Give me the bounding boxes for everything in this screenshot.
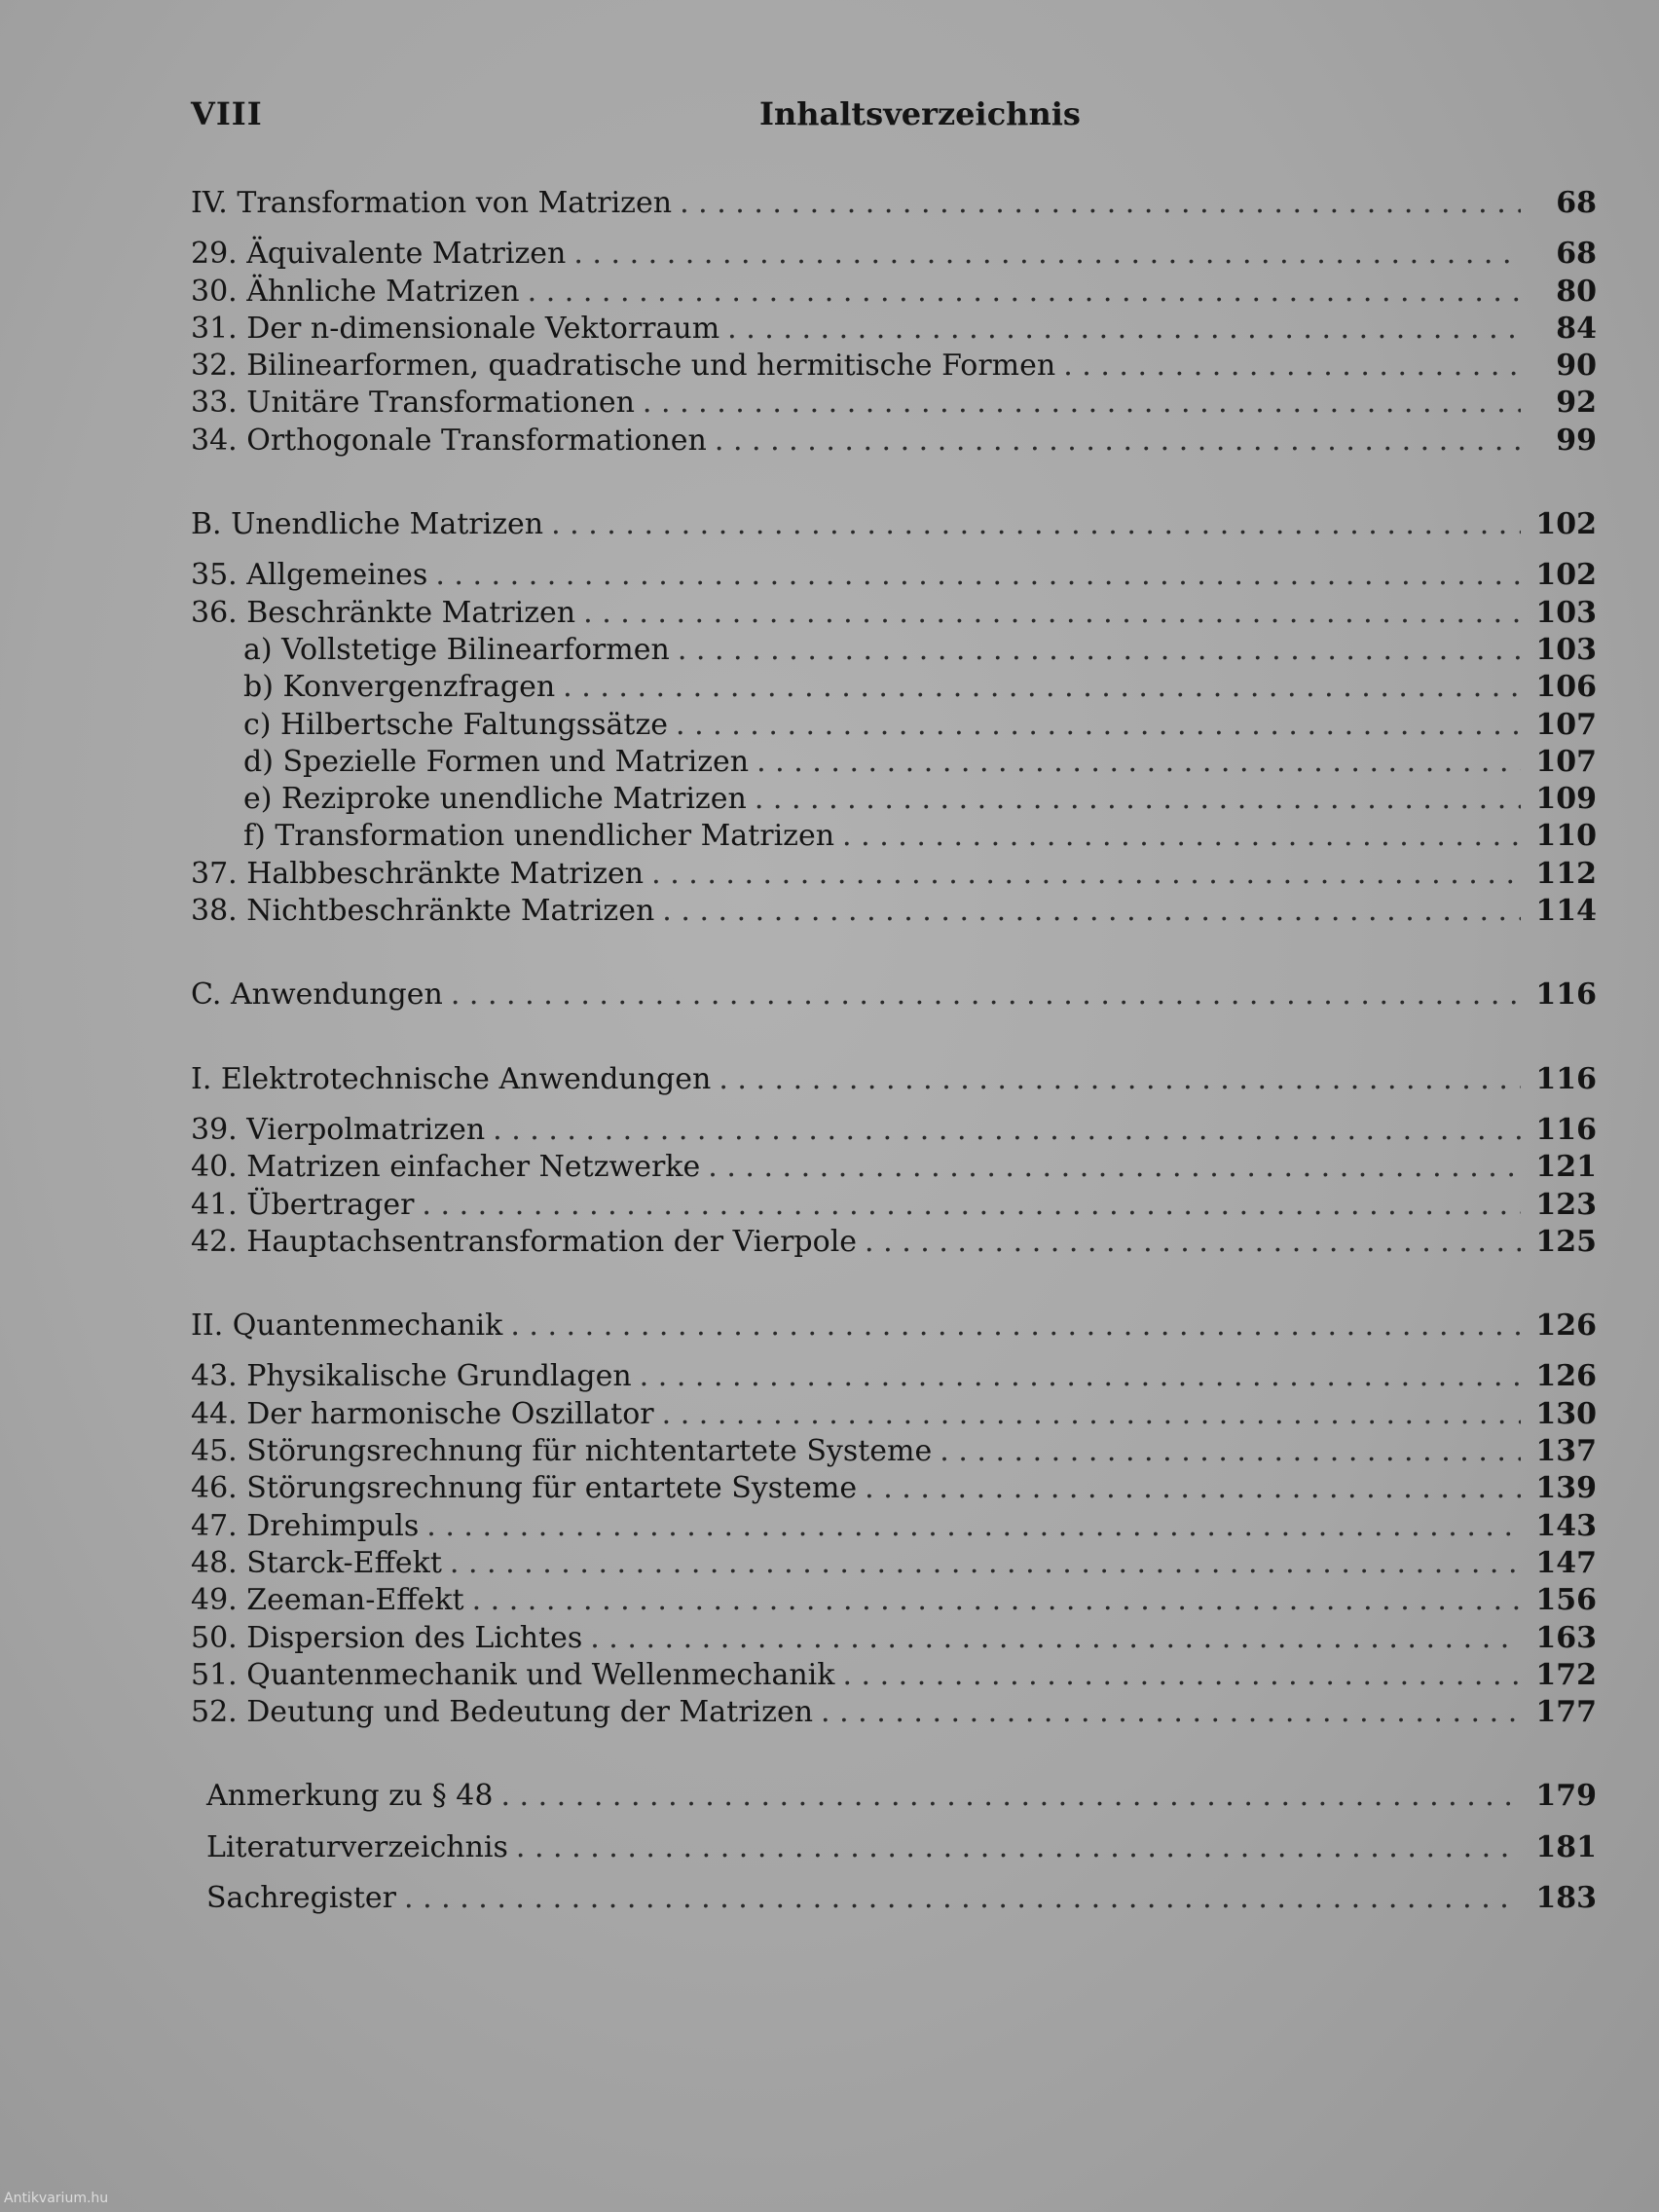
toc-page-number: 147 [1535,1545,1597,1580]
dot-leader [727,311,1521,348]
toc-entry-label: 50. Dispersion des Lichtes [191,1620,583,1655]
dot-leader [662,893,1521,930]
toc-entry-label: b) Konvergenzfragen [243,670,556,705]
toc-entry-label: IV. Transformation von Matrizen [191,186,673,220]
toc-entry-label: 43. Physikalische Grundlagen [191,1359,632,1394]
spacer [191,222,1597,236]
toc-entry-label: 51. Quantenmechanik und Wellenmechanik [191,1657,835,1692]
toc-page-number: 84 [1556,311,1597,346]
running-title: Inhaltsverzeichnis [759,95,1081,132]
dot-leader [404,1880,1521,1917]
toc-page-number: 156 [1535,1583,1597,1618]
watermark: Antikvarium.hu [4,2191,109,2206]
toc-entry[interactable] [191,1224,1597,1261]
toc-entry[interactable] [191,1694,1597,1731]
table-of-contents [191,185,1597,1917]
toc-appendix-entry[interactable] [191,1829,1597,1866]
dot-leader [493,1112,1521,1149]
dot-leader [676,707,1521,744]
toc-page-number: 102 [1535,558,1597,593]
toc-entry[interactable] [191,893,1597,930]
toc-entry-label: 32. Bilinearformen, quadratische und hermitische Formen [191,349,1056,384]
toc-page-number: 181 [1535,1829,1597,1864]
toc-entry[interactable] [191,1545,1597,1582]
spacer [191,1345,1597,1358]
dot-leader [563,669,1521,706]
toc-page-number: 80 [1556,274,1597,309]
toc-entry-label: 38. Nichtbeschränkte Matrizen [191,894,655,929]
dot-leader [472,1582,1521,1619]
toc-page-number: 143 [1535,1508,1597,1543]
spacer [191,543,1597,557]
spacer [191,1816,1597,1829]
dot-leader [573,236,1521,273]
dot-leader [821,1694,1521,1731]
dot-leader [715,423,1521,460]
toc-page-number: 130 [1535,1396,1597,1431]
toc-page-number: 102 [1535,507,1597,542]
toc-page-number: 92 [1556,386,1597,421]
dot-leader [426,1508,1521,1545]
toc-subentry[interactable] [191,781,1597,818]
spacer [191,1731,1597,1778]
spacer [191,1261,1597,1308]
toc-section-heading[interactable] [191,506,1597,543]
toc-subentry[interactable] [191,707,1597,744]
dot-leader [510,1308,1521,1345]
toc-page-number: 116 [1535,1112,1597,1147]
dot-leader [680,185,1521,222]
toc-entry[interactable] [191,236,1597,273]
toc-entry[interactable] [191,595,1597,632]
toc-page-number: 139 [1535,1471,1597,1506]
toc-entry-label: 52. Deutung und Bedeutung der Matrizen [191,1695,814,1730]
dot-leader [528,274,1521,311]
toc-section-heading[interactable] [191,977,1597,1014]
spacer [191,1098,1597,1112]
toc-entry[interactable] [191,1396,1597,1433]
page-number: VIII [191,95,263,132]
toc-entry-label: 30. Ähnliche Matrizen [191,274,520,309]
toc-entry-label: 45. Störungsrechnung für nichtentartete Systeme [191,1434,933,1469]
toc-entry-label: I. Elektrotechnische Anwendungen [191,1061,712,1096]
toc-entry[interactable] [191,1620,1597,1657]
toc-entry[interactable] [191,856,1597,893]
dot-leader [678,632,1521,669]
toc-entry[interactable] [191,557,1597,594]
toc-page-number: 177 [1535,1695,1597,1730]
toc-page-number: 109 [1535,782,1597,817]
dot-leader [865,1224,1521,1261]
toc-entry-label: 34. Orthogonale Transformationen [191,423,707,458]
toc-entry-label: 49. Zeeman-Effekt [191,1583,464,1618]
toc-entry-label: 31. Der n-dimensionale Vektorraum [191,311,720,346]
toc-page-number: 99 [1556,423,1597,458]
spacer [191,460,1597,506]
toc-entry[interactable] [191,385,1597,422]
dot-leader [755,781,1521,818]
toc-entry-label: 29. Äquivalente Matrizen [191,237,567,272]
toc-appendix-entry[interactable] [191,1880,1597,1917]
toc-page-number: 179 [1535,1779,1597,1814]
dot-leader [719,1061,1521,1098]
dot-leader [643,385,1521,422]
toc-subentry[interactable] [191,632,1597,669]
toc-page-number: 121 [1535,1150,1597,1185]
toc-section-heading[interactable] [191,1308,1597,1345]
toc-entry-label: Literaturverzeichnis [206,1829,508,1864]
toc-entry-label: 35. Allgemeines [191,558,428,593]
toc-entry-label: 37. Halbbeschränkte Matrizen [191,856,645,891]
toc-page-number: 116 [1535,1061,1597,1096]
toc-page-number: 126 [1535,1309,1597,1344]
dot-leader [662,1396,1521,1433]
dot-leader [865,1470,1521,1507]
spacer [191,930,1597,977]
toc-entry[interactable] [191,1112,1597,1149]
toc-entry-label: 46. Störungsrechnung für entartete Systeme [191,1471,858,1506]
toc-entry[interactable] [191,1508,1597,1545]
toc-entry-label: B. Unendliche Matrizen [191,507,544,542]
dot-leader [640,1358,1521,1395]
toc-entry[interactable] [191,423,1597,460]
dot-leader [435,557,1521,594]
toc-page-number: 116 [1535,977,1597,1013]
toc-entry-label: Sachregister [206,1880,396,1915]
toc-entry-label: 41. Übertrager [191,1187,415,1222]
dot-leader [940,1433,1521,1470]
toc-entry[interactable] [191,1358,1597,1395]
toc-entry[interactable] [191,1433,1597,1470]
dot-leader [708,1149,1521,1186]
toc-entry-label: C. Anwendungen [191,977,443,1013]
toc-page-number: 68 [1556,237,1597,272]
toc-entry-label: II. Quantenmechanik [191,1309,503,1344]
dot-leader [551,506,1521,543]
toc-page-number: 90 [1556,349,1597,384]
toc-entry-label: 48. Starck-Effekt [191,1545,442,1580]
toc-page-number: 106 [1535,670,1597,705]
toc-entry-label: 40. Matrizen einfacher Netzwerke [191,1150,701,1185]
toc-entry[interactable] [191,1470,1597,1507]
dot-leader [500,1778,1521,1815]
toc-page-number: 137 [1535,1434,1597,1469]
toc-page-number: 183 [1535,1880,1597,1915]
dot-leader [842,1657,1521,1694]
toc-entry-label: e) Reziproke unendliche Matrizen [243,782,747,817]
dot-leader [450,1545,1521,1582]
toc-entry-label: c) Hilbertsche Faltungssätze [243,707,669,742]
toc-subentry[interactable] [191,669,1597,706]
toc-page-number: 123 [1535,1187,1597,1222]
toc-page-number: 112 [1535,856,1597,891]
toc-page-number: 107 [1535,744,1597,779]
toc-entry[interactable] [191,1657,1597,1694]
toc-entry[interactable] [191,1187,1597,1224]
spacer [191,1014,1597,1061]
toc-entry[interactable] [191,348,1597,385]
dot-leader [422,1187,1521,1224]
toc-page-number: 172 [1535,1657,1597,1692]
toc-entry-label: a) Vollstetige Bilinearformen [243,632,670,667]
dot-leader [1063,348,1521,385]
toc-page-number: 125 [1535,1224,1597,1259]
toc-section-heading[interactable] [191,185,1597,222]
toc-entry-label: 36. Beschränkte Matrizen [191,595,576,630]
toc-entry[interactable] [191,311,1597,348]
toc-page-number: 107 [1535,707,1597,742]
spacer [191,1866,1597,1880]
toc-entry-label: f) Transformation unendlicher Matrizen [243,819,835,854]
dot-leader [756,744,1521,781]
dot-leader [451,977,1521,1014]
toc-page-number: 103 [1535,632,1597,667]
toc-appendix-entry[interactable] [191,1778,1597,1815]
toc-entry-label: 39. Vierpolmatrizen [191,1112,486,1147]
dot-leader [590,1620,1521,1657]
toc-subentry[interactable] [191,744,1597,781]
toc-page-number: 110 [1535,819,1597,854]
toc-section-heading[interactable] [191,1061,1597,1098]
toc-page-number: 114 [1535,894,1597,929]
toc-entry-label: 42. Hauptachsentransformation der Vierpole [191,1224,858,1259]
toc-entry-label: Anmerkung zu § 48 [206,1779,494,1814]
toc-subentry[interactable] [191,818,1597,855]
toc-entry-label: 33. Unitäre Transformationen [191,386,635,421]
toc-page-number: 68 [1556,186,1597,220]
toc-page-number: 126 [1535,1359,1597,1394]
page-header [191,95,1593,144]
toc-entry[interactable] [191,1149,1597,1186]
toc-entry-label: 44. Der harmonische Oszillator [191,1396,654,1431]
dot-leader [651,856,1521,893]
dot-leader [583,595,1521,632]
toc-page-number: 103 [1535,595,1597,630]
toc-entry[interactable] [191,274,1597,311]
toc-page-number: 163 [1535,1620,1597,1655]
dot-leader [516,1829,1521,1866]
toc-entry[interactable] [191,1582,1597,1619]
dot-leader [842,818,1521,855]
toc-entry-label: d) Spezielle Formen und Matrizen [243,744,750,779]
toc-entry-label: 47. Drehimpuls [191,1508,420,1543]
